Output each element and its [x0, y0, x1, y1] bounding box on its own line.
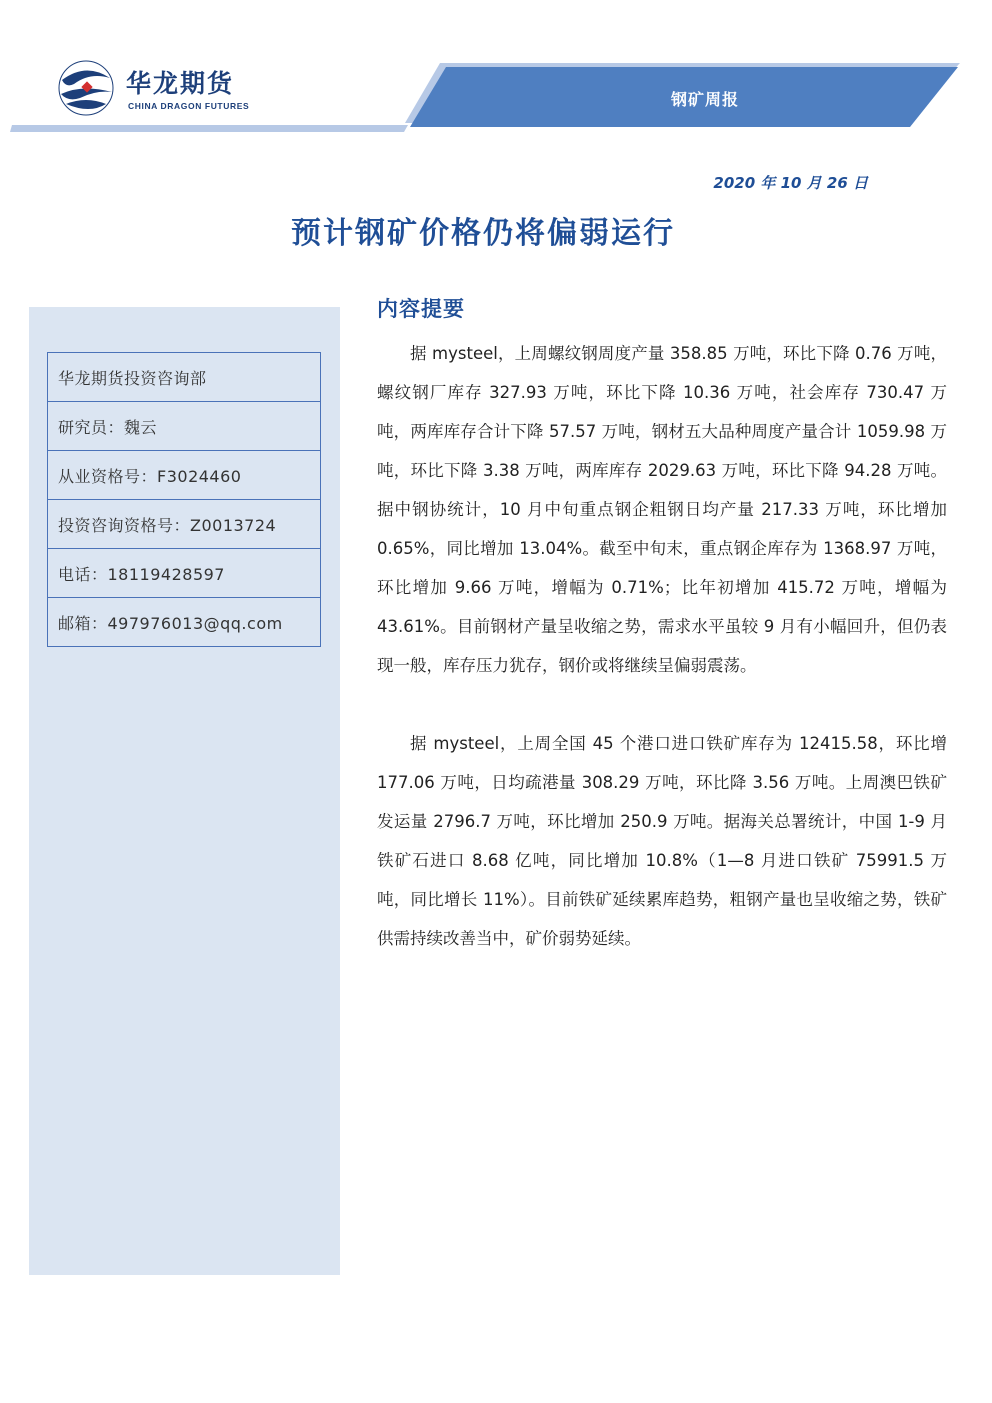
report-type-label: 钢矿周报	[670, 90, 739, 109]
email-address[interactable]: 邮箱：497976013@qq.com	[48, 598, 321, 647]
researcher-name: 研究员：魏云	[48, 402, 321, 451]
header-banner	[0, 55, 992, 140]
report-date: 2020 年 10 月 26 日	[713, 174, 868, 192]
summary-paragraph-iron-ore: 据 mysteel，上周全国 45 个港口进口铁矿库存为 12415.58，环比增 177.06 万吨，日均疏港量 308.29 万吨，环比降 3.56 万吨。上周澳巴铁矿发运量 2796.7 万吨，环比增加 250.9 万吨。据海关总署统计，中国 1-9 月铁矿石进口 8.68 亿吨，同比增加 10.8%（1—8 月进口铁矿 75991.5 万吨，同比增长 11%）。目前铁矿延续累库趋势，粗钢产量也呈收缩之势，铁矿供需持续改善当中，矿价弱势延续。	[377, 734, 947, 948]
contact-info-table	[47, 352, 321, 647]
department-name: 华龙期货投资咨询部	[48, 353, 321, 402]
consulting-license-number: 投资咨询资格号：Z0013724	[48, 500, 321, 549]
company-name-en: CHINA DRAGON FUTURES	[128, 101, 250, 111]
report-title: 预计钢矿价格仍将偏弱运行	[291, 216, 675, 251]
company-name-cn: 华龙期货	[126, 69, 235, 98]
summary-heading: 内容提要	[377, 296, 465, 321]
summary-paragraph-steel: 据 mysteel，上周螺纹钢周度产量 358.85 万吨，环比下降 0.76 万吨，螺纹钢厂库存 327.93 万吨，环比下降 10.36 万吨，社会库存 730.47 万吨，两库库存合计下降 57.57 万吨，钢材五大品种周度产量合计 1059.98 万吨，环比下降 3.38 万吨，两库库存 2029.63 万吨，环比下降 94.28 万吨。据中钢协统计，10 月中旬重点钢企粗钢日均产量 217.33 万吨，环比增加 0.65%，同比增加 13.04%。截至中旬末，重点钢企库存为 1368.97 万吨，环比增加 9.66 万吨，增幅为 0.71%；比年初增加 415.72 万吨，增幅为 43.61%。目前钢材产量呈收缩之势，需求水平虽较 9 月有小幅回升，但仍表现一般，库存压力犹存，钢价或将继续呈偏弱震荡。	[377, 344, 947, 675]
phone-number: 电话：18119428597	[48, 549, 321, 598]
practice-license-number: 从业资格号：F3024460	[48, 451, 321, 500]
